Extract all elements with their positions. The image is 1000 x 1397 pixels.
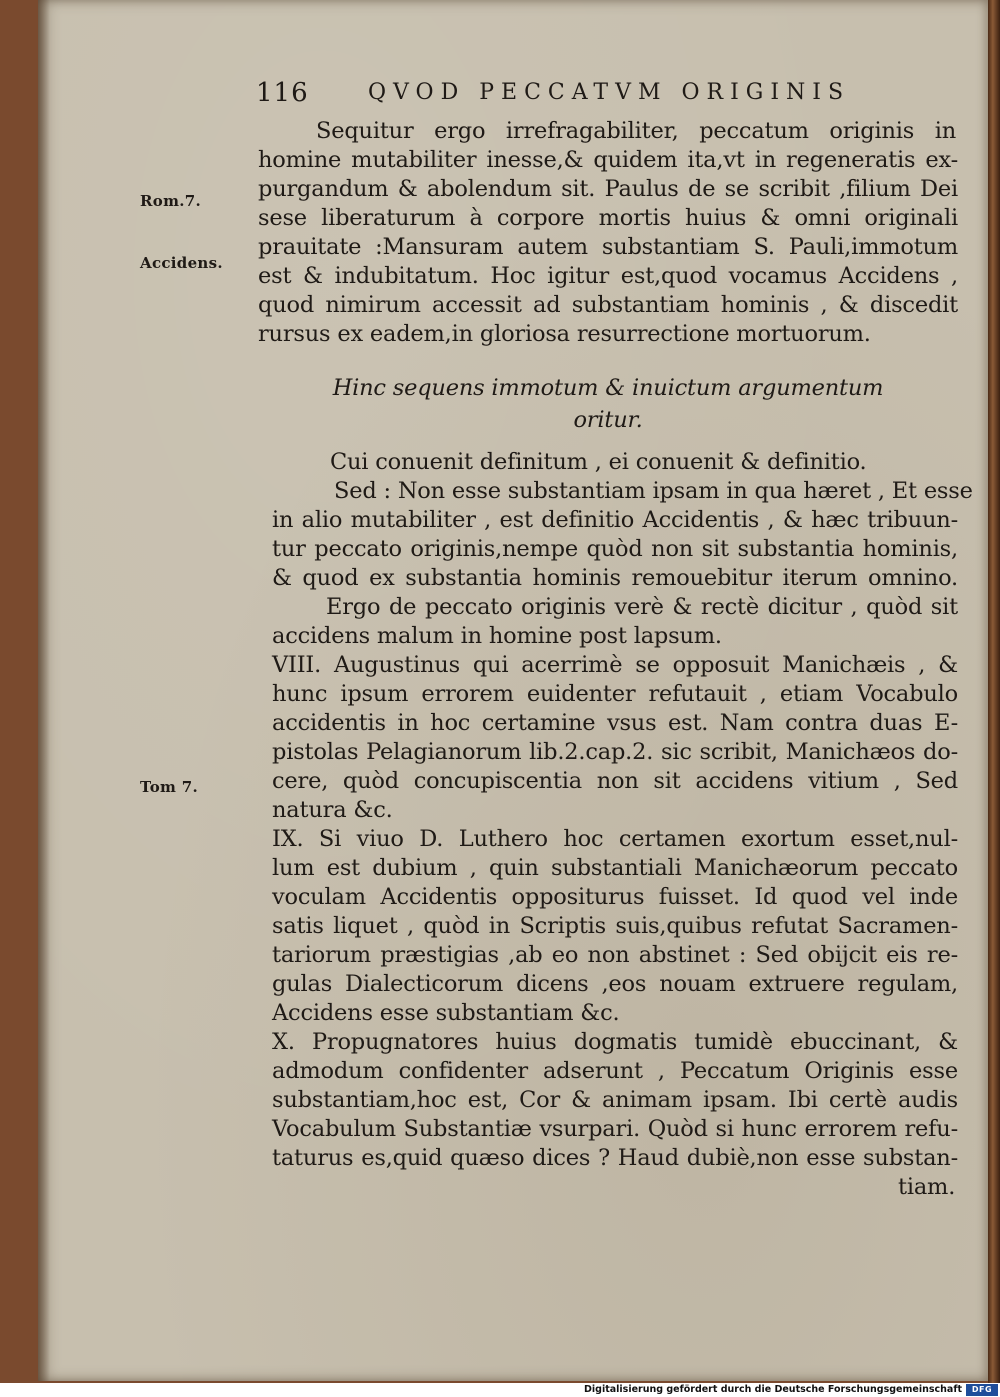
footer-credit: Digitalisierung gefördert durch die Deutsche Forschungsgemeinschaft [584,1384,962,1395]
text-line: Ergo de peccato originis verè & rectè dicitur , quòd sit [326,594,958,620]
text-line: tur peccato originis,nempe quòd non sit substantia hominis, [272,536,958,562]
text-line: Sed : Non esse substantiam ipsam in qua hæret , Et esse [334,478,973,504]
margin-note-rom: Rom.7. [140,192,202,210]
text-line: voculam Accidentis oppositurus fuisset. Id quod vel inde [272,884,958,910]
text-line: Sequitur ergo irrefragabiliter, peccatum originis in [316,118,956,144]
section-heading: oritur. [573,407,643,433]
text-line: homine mutabiliter inesse,& quidem ita,vt in regeneratis ex- [258,147,958,173]
text-line: accidentis in hoc certamine vsus est. Nam contra duas E- [272,710,958,736]
margin-note-tom: Tom 7. [140,778,198,796]
text-line: est & indubitatum. Hoc igitur est,quod vocamus Accidens , [258,263,958,289]
book-edge [988,0,1000,1383]
text-line: rursus ex eadem,in gloriosa resurrectione mortuorum. [258,321,871,347]
running-title: QVOD PECCATVM ORIGINIS [368,80,851,105]
text-line: natura &c. [272,797,393,823]
text-line: lum est dubium , quin substantiali Manichæorum peccato [272,855,958,881]
text-line: cere, quòd concupiscentia non sit accidens vitium , Sed [272,768,958,794]
page-number: 116 [256,78,309,108]
text-line: admodum confidenter adserunt , Peccatum Originis esse [272,1058,958,1084]
text-line: in alio mutabiliter , est definitio Accidentis , & hæc tribuun- [272,507,958,533]
margin-note-accidens: Accidens. [140,254,223,272]
page-gutter-shadow [38,0,50,1381]
dfg-logo: DFG [966,1384,998,1396]
section-heading: Hinc sequens immotum & inuictum argumentum [332,375,884,401]
text-line: Accidens esse substantiam &c. [272,1000,620,1026]
text-line: Vocabulum Substantiæ vsurpari. Quòd si hunc errorem refu- [272,1116,958,1142]
text-line: & quod ex substantia hominis remouebitur iterum omnino. [272,565,958,591]
text-line: prauitate :Mansuram autem substantiam S. Pauli,immotum [258,234,958,260]
text-line: taturus es,quid quæso dices ? Haud dubiè,non esse substan- [272,1145,958,1171]
text-line: gulas Dialecticorum dicens ,eos nouam extruere regulam, [272,971,958,997]
text-line: hunc ipsum errorem euidenter refutauit , etiam Vocabulo [272,681,958,707]
text-line: tiam. [898,1174,956,1200]
text-line: sese liberaturum à corpore mortis huius & omni originali [258,205,958,231]
text-line: X. Propugnatores huius dogmatis tumidè ebuccinant, & [272,1029,958,1055]
text-line: VIII. Augustinus qui acerrimè se opposuit Manichæis , & [272,652,958,678]
text-line: purgandum & abolendum sit. Paulus de se scribit ,filium Dei [258,176,958,202]
text-line: pistolas Pelagianorum lib.2.cap.2. sic scribit, Manichæos do- [272,739,958,765]
text-line: Cui conuenit definitum , ei conuenit & definitio. [330,449,867,475]
text-line: IX. Si viuo D. Luthero hoc certamen exortum esset,nul- [272,826,958,852]
text-line: quod nimirum accessit ad substantiam hominis , & discedit [258,292,958,318]
text-line: tariorum præstigias ,ab eo non abstinet : Sed obijcit eis re- [272,942,958,968]
text-line: substantiam,hoc est, Cor & animam ipsam. Ibi certè audis [272,1087,958,1113]
text-line: accidens malum in homine post lapsum. [272,623,722,649]
text-line: satis liquet , quòd in Scriptis suis,quibus refutat Sacramen- [272,913,958,939]
